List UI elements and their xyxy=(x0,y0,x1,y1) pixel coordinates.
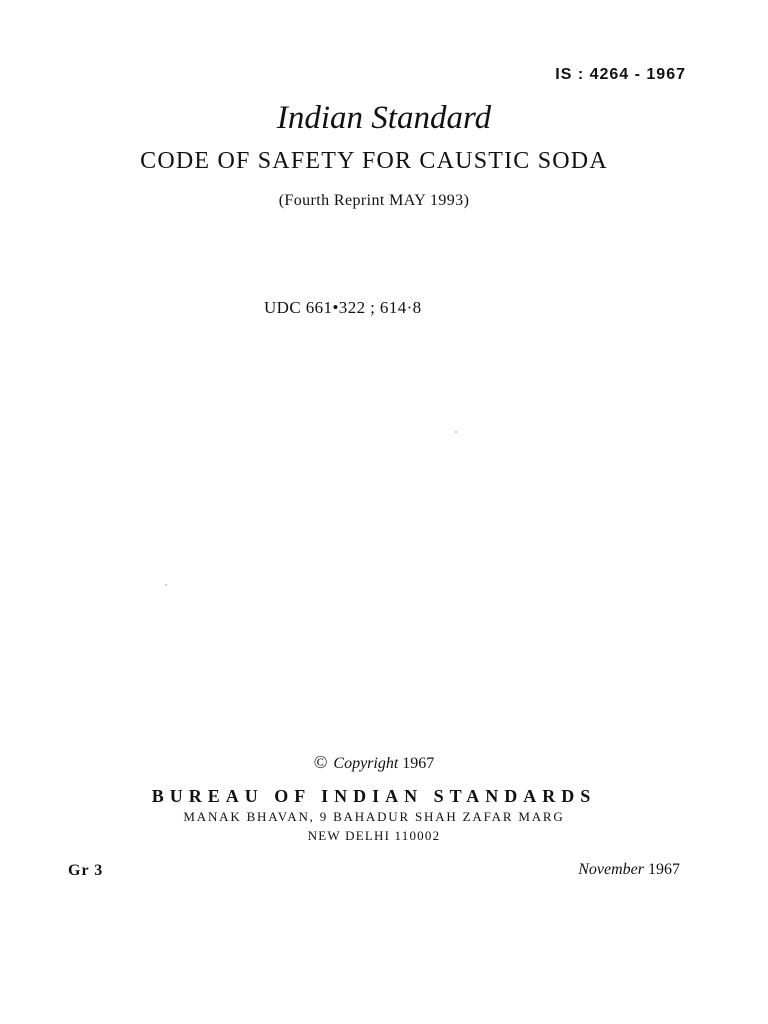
publisher-address: MANAK BHAVAN, 9 BAHADUR SHAH ZAFAR MARG xyxy=(183,809,565,824)
copyright-year: 1967 xyxy=(402,755,435,772)
document-title: Indian Standard xyxy=(276,100,492,136)
reprint-note: (Fourth Reprint MAY 1993) xyxy=(278,192,470,209)
copyright-line xyxy=(0,752,748,773)
publisher-name: BUREAU OF INDIAN STANDARDS xyxy=(151,786,597,806)
publication-date xyxy=(578,861,680,879)
document-subtitle: CODE OF SAFETY FOR CAUSTIC SODA xyxy=(140,148,608,174)
publisher-city: NEW DELHI 110002 xyxy=(307,828,441,843)
publication-year: 1967 xyxy=(648,861,680,878)
print-speck xyxy=(455,431,457,433)
price-grade: Gr 3 xyxy=(68,862,104,879)
copyright-icon: © xyxy=(313,752,328,772)
print-speck xyxy=(165,584,167,586)
copyright-word: Copyright xyxy=(333,755,399,772)
publication-month: November xyxy=(578,861,644,878)
standard-number: IS : 4264 - 1967 xyxy=(555,66,686,83)
udc-code: UDC 661•322 ; 614·8 xyxy=(264,298,422,317)
